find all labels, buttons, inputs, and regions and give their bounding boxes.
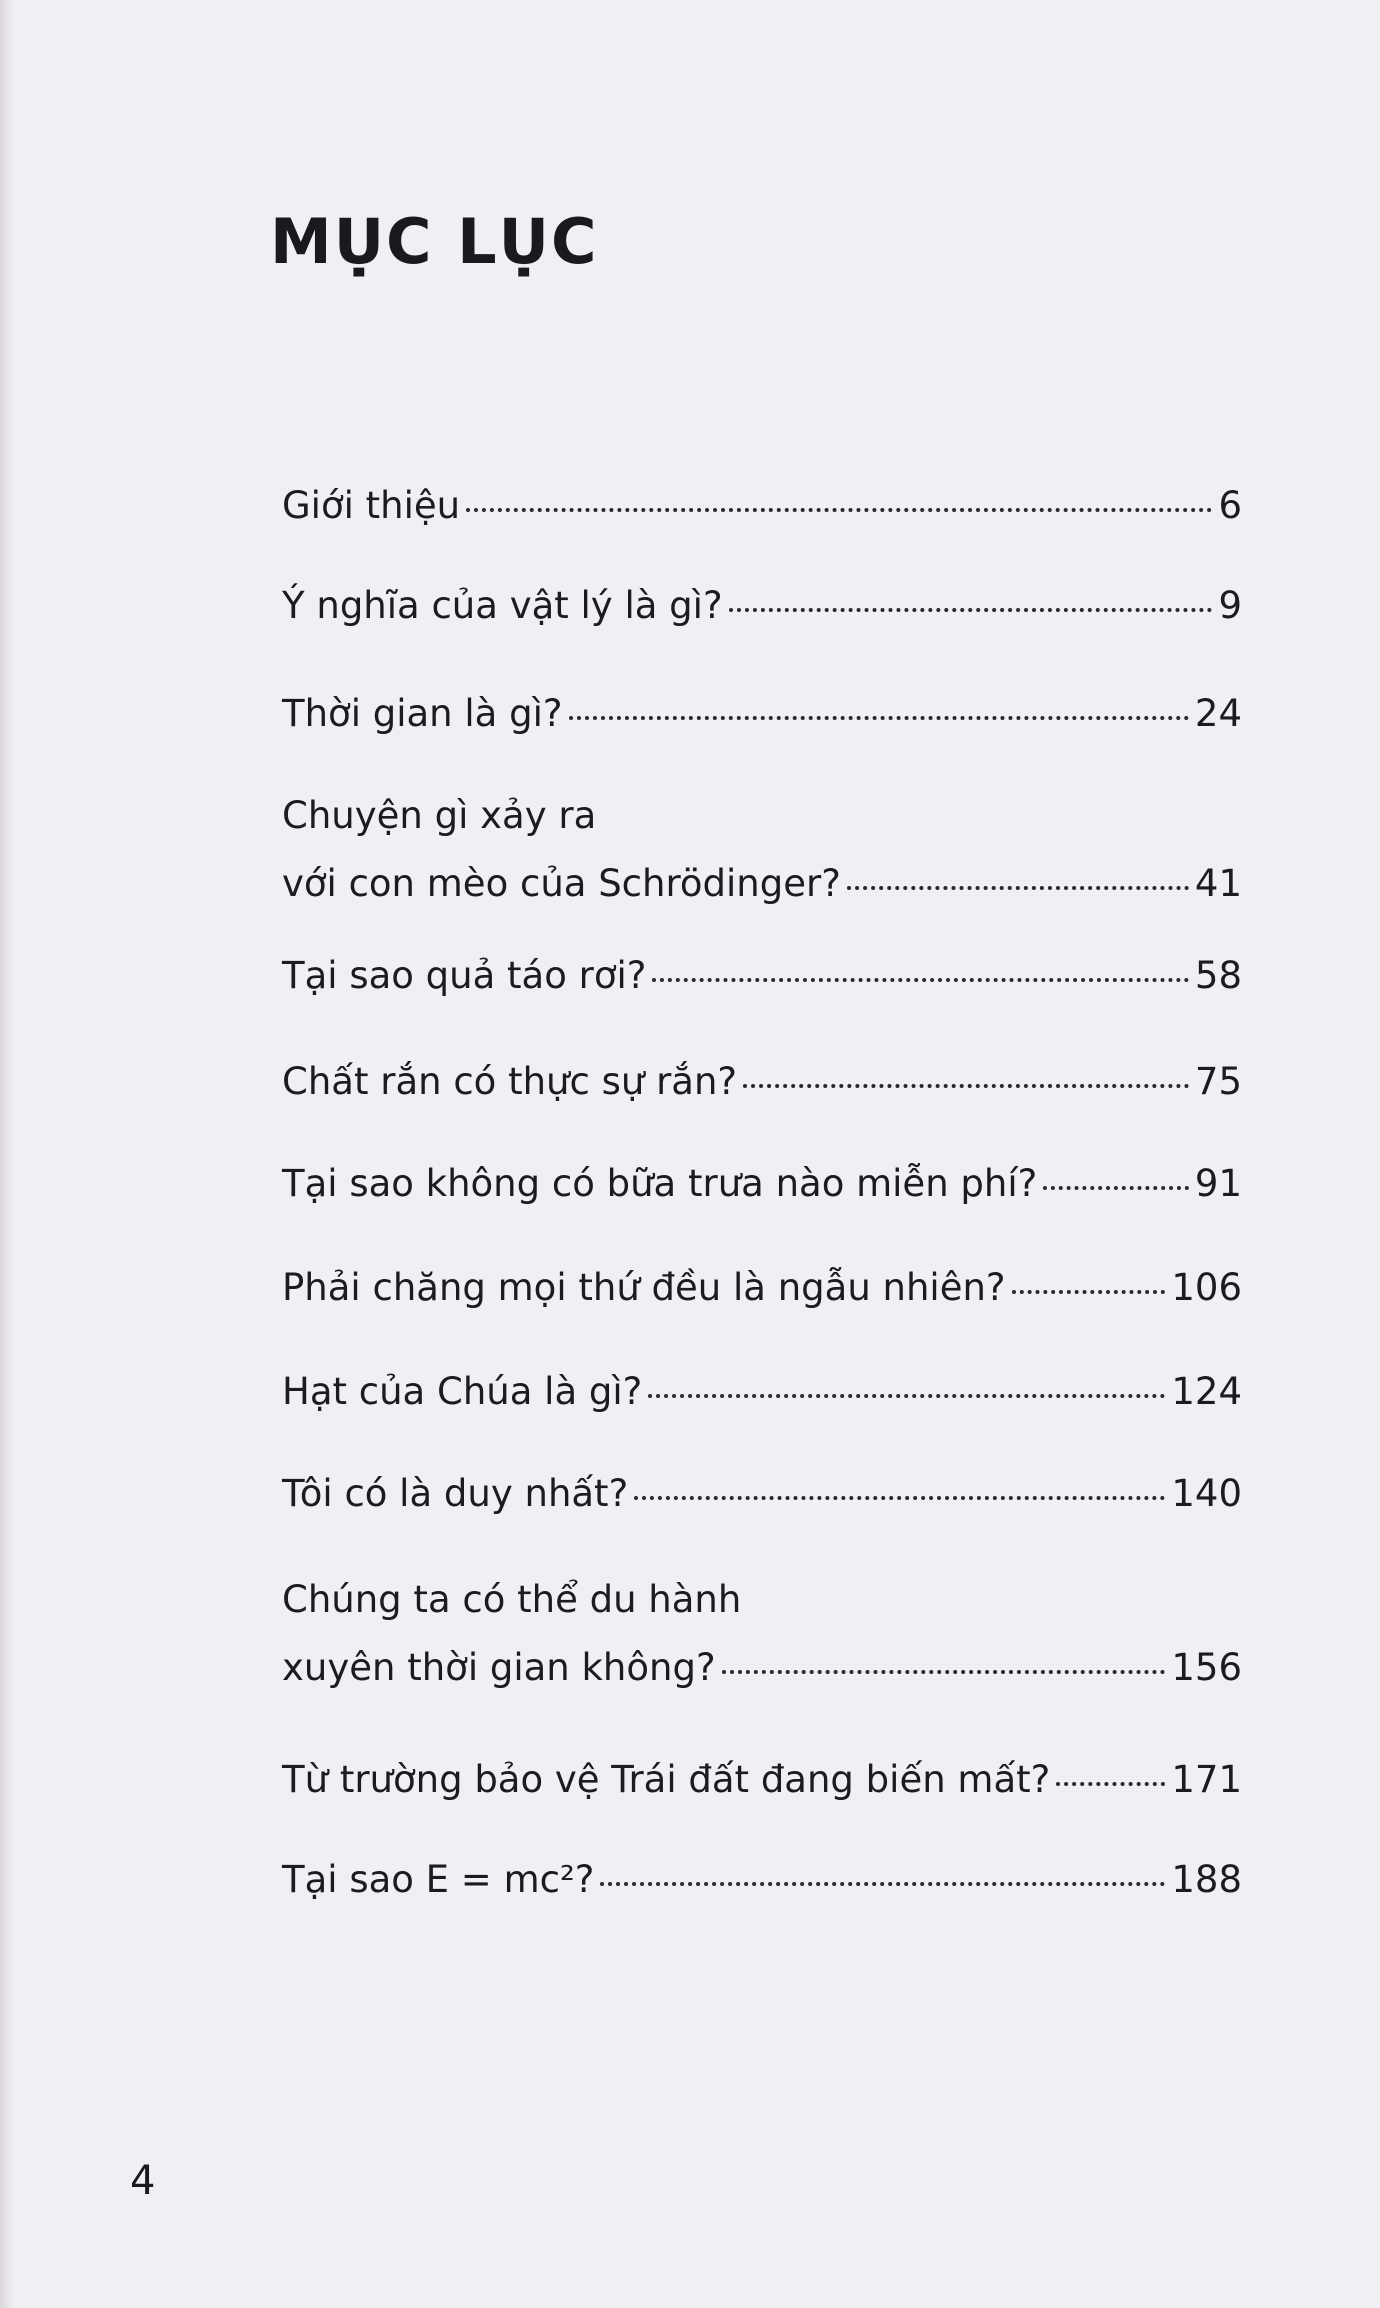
- dot-leader: [648, 1394, 1165, 1398]
- dot-leader: [466, 508, 1212, 512]
- toc-entry[interactable]: [282, 582, 1242, 630]
- table-of-contents: [282, 0, 1242, 2308]
- toc-entry[interactable]: [282, 482, 1242, 530]
- toc-entry-title: Hạt của Chúa là gì?: [282, 1370, 643, 1413]
- toc-entry-page: 24: [1194, 692, 1242, 735]
- toc-entry[interactable]: [282, 1470, 1242, 1518]
- toc-entry-page: 106: [1171, 1266, 1242, 1309]
- toc-entry-title: xuyên thời gian không?: [282, 1646, 716, 1689]
- toc-entry[interactable]: [282, 1576, 1242, 1692]
- toc-entry-title-line1: Chúng ta có thể du hành: [282, 1578, 742, 1621]
- toc-entry[interactable]: [282, 1058, 1242, 1106]
- toc-entry-title: Phải chăng mọi thứ đều là ngẫu nhiên?: [282, 1266, 1006, 1309]
- toc-entry[interactable]: [282, 952, 1242, 1000]
- toc-entry[interactable]: [282, 1368, 1242, 1416]
- toc-entry-page: 124: [1171, 1370, 1242, 1413]
- toc-entry-title: với con mèo của Schrödinger?: [282, 862, 841, 905]
- dot-leader: [847, 886, 1189, 890]
- dot-leader: [634, 1496, 1165, 1500]
- page-title: MỤC LỤC: [270, 205, 599, 278]
- toc-entry-title: Thời gian là gì?: [282, 692, 563, 735]
- toc-entry-page: 171: [1171, 1758, 1242, 1801]
- toc-entry[interactable]: [282, 1856, 1242, 1904]
- dot-leader: [600, 1882, 1165, 1886]
- toc-entry-title: Từ trường bảo vệ Trái đất đang biến mất?: [282, 1758, 1051, 1801]
- toc-entry-title: Tại sao quả táo rơi?: [282, 954, 647, 997]
- toc-entry-page: 9: [1218, 584, 1242, 627]
- toc-entry-title: Tại sao E = mc²?: [282, 1858, 595, 1901]
- dot-leader: [729, 608, 1213, 612]
- page-edge: [0, 0, 14, 2308]
- toc-entry-title: Tôi có là duy nhất?: [282, 1472, 629, 1515]
- toc-entry[interactable]: [282, 1264, 1242, 1312]
- toc-entry[interactable]: [282, 690, 1242, 738]
- toc-entry-page: 91: [1194, 1162, 1242, 1205]
- toc-entry-page: 75: [1194, 1060, 1242, 1103]
- toc-entry-title-line1: Chuyện gì xảy ra: [282, 794, 597, 837]
- toc-entry-title: Chất rắn có thực sự rắn?: [282, 1060, 738, 1103]
- toc-entry-page: 41: [1194, 862, 1242, 905]
- toc-entry-page: 58: [1194, 954, 1242, 997]
- toc-entry-page: 156: [1171, 1646, 1242, 1689]
- toc-entry-page: 6: [1218, 484, 1242, 527]
- toc-entry-page: 188: [1171, 1858, 1242, 1901]
- dot-leader: [569, 716, 1189, 720]
- dot-leader: [1012, 1290, 1166, 1294]
- dot-leader: [743, 1084, 1189, 1088]
- toc-entry[interactable]: [282, 1160, 1242, 1208]
- dot-leader: [652, 978, 1189, 982]
- toc-entry-title: Giới thiệu: [282, 484, 461, 527]
- toc-entry-title: Tại sao không có bữa trưa nào miễn phí?: [282, 1162, 1038, 1205]
- toc-entry[interactable]: [282, 792, 1242, 908]
- toc-entry-title: Ý nghĩa của vật lý là gì?: [282, 584, 723, 627]
- page-number: 4: [130, 2158, 156, 2204]
- toc-entry[interactable]: [282, 1756, 1242, 1804]
- dot-leader: [1043, 1186, 1189, 1190]
- toc-entry-page: 140: [1171, 1472, 1242, 1515]
- dot-leader: [722, 1670, 1166, 1674]
- dot-leader: [1056, 1782, 1165, 1786]
